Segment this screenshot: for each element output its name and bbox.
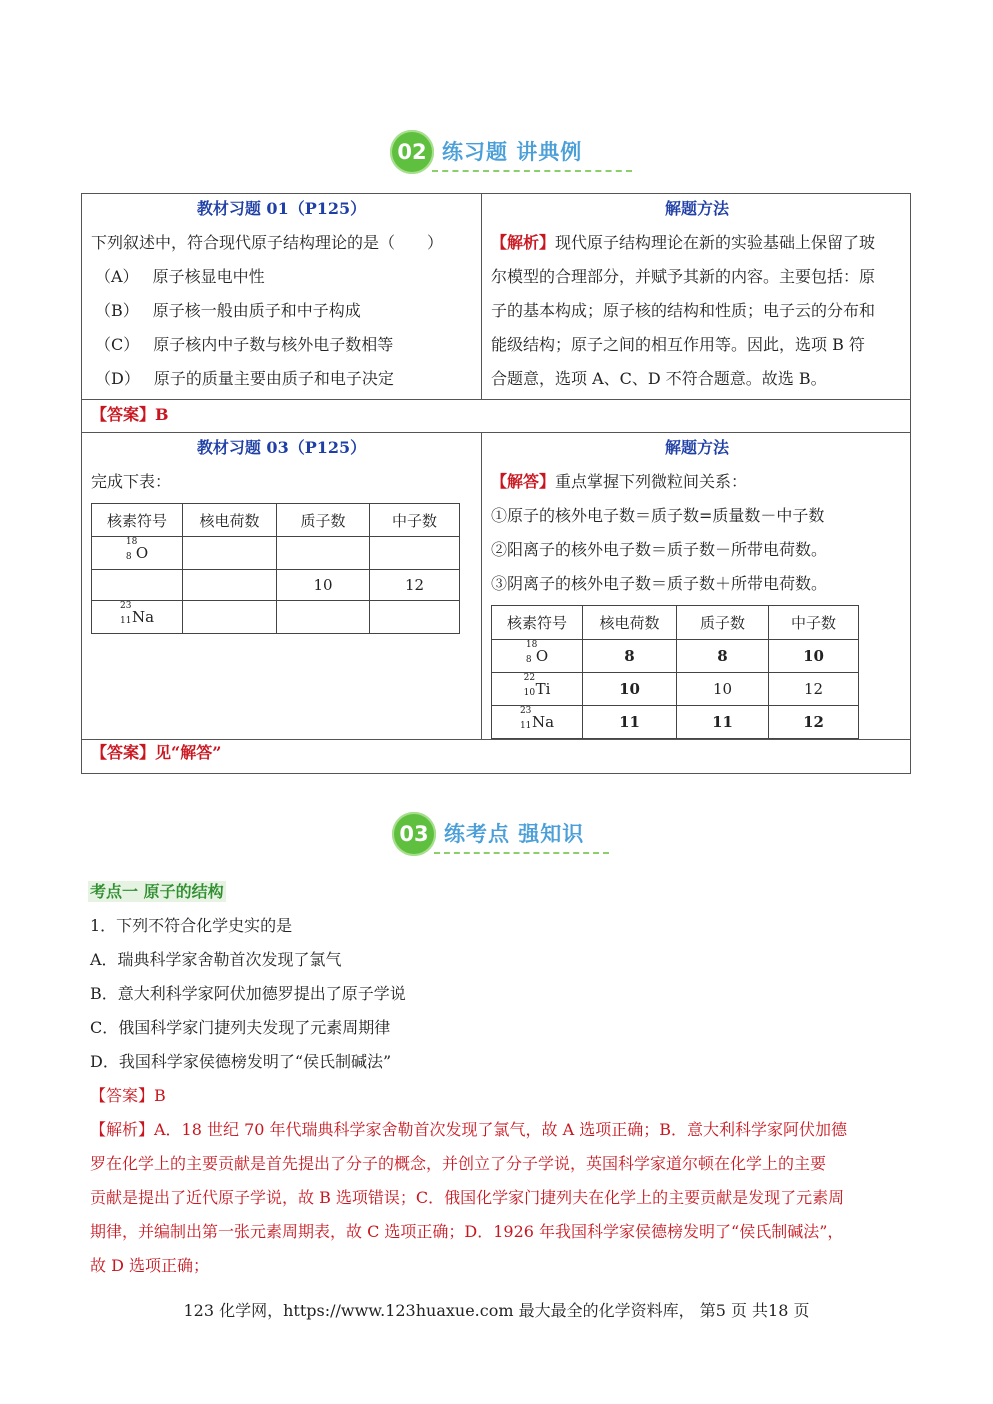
- section-title: 练考点 强知识: [444, 822, 585, 846]
- option-b: （B） 原子核一般由质子和中子构成: [95, 301, 361, 320]
- exercise-01-header: 教材习题 01（P125）: [196, 199, 367, 218]
- exercise-03-header: 教材习题 03（P125）: [196, 438, 367, 457]
- answer: 【答案】B: [91, 405, 169, 424]
- section-number-badge: 02: [390, 130, 434, 174]
- table-cell[interactable]: [277, 601, 370, 634]
- table-cell: 11: [583, 706, 677, 739]
- header-cell: 中子数: [370, 504, 460, 537]
- relation-1: ①原子的核外电子数＝质子数=质量数－中子数: [491, 506, 825, 525]
- header-cell: 核素符号: [92, 504, 183, 537]
- relation-2: ②阳离子的核外电子数＝质子数－所带电荷数。: [491, 540, 828, 559]
- table-cell: 8: [677, 640, 769, 673]
- option-a: （A） 原子核显电中性: [95, 267, 265, 286]
- table-cell: 12: [769, 673, 859, 706]
- table-cell: 8: [583, 640, 677, 673]
- nuclide-cell: [492, 640, 583, 673]
- table-cell[interactable]: [370, 537, 460, 570]
- nuclide-cell: [92, 537, 183, 570]
- nuclide-symbol: 18 8 O: [125, 537, 149, 562]
- header-cell: 核电荷数: [183, 504, 277, 537]
- table-cell: 10: [769, 640, 859, 673]
- answer-table: [491, 605, 859, 739]
- column-divider: [481, 433, 482, 739]
- nuclide-symbol: 23 11 Na: [519, 706, 555, 731]
- row-divider: [82, 399, 910, 400]
- nuclide-cell: [92, 601, 183, 634]
- nuclide-symbol: 18 8 O: [525, 640, 549, 665]
- table-cell: 10: [583, 673, 677, 706]
- method-header: 解题方法: [664, 199, 729, 218]
- section-header-03: [0, 812, 993, 862]
- analysis-line-1: 【解析】现代原子结构理论在新的实验基础上保留了玻: [491, 233, 876, 252]
- table-cell: 12: [769, 706, 859, 739]
- header-cell: 中子数: [769, 606, 859, 640]
- option-a: A．瑞典科学家舍勒首次发现了氯气: [90, 950, 342, 969]
- table-cell: 11: [677, 706, 769, 739]
- section-underline: [434, 852, 609, 854]
- nuclide-cell: [492, 706, 583, 739]
- option-b: B．意大利科学家阿伏加德罗提出了原子学说: [90, 984, 406, 1003]
- table-cell[interactable]: [183, 601, 277, 634]
- nuclide-cell: [492, 673, 583, 706]
- section-underline: [432, 170, 632, 172]
- topic-heading: 考点一 原子的结构: [90, 882, 224, 901]
- nuclide-symbol: 23 11 Na: [120, 601, 155, 626]
- table-prompt: 完成下表：: [91, 472, 172, 491]
- question-stem: 下列叙述中，符合现代原子结构理论的是（ ）: [91, 233, 444, 252]
- exercise-01-box: [81, 193, 911, 433]
- analysis-line-4: 能级结构；原子之间的相互作用等。因此，选项 B 符: [491, 335, 865, 354]
- question-stem: 1．下列不符合化学史实的是: [90, 916, 293, 935]
- table-cell: 10: [677, 673, 769, 706]
- answer: 【答案】见“解答”: [91, 743, 222, 762]
- page-footer: 123 化学网，https://www.123huaxue.com 最大最全的化学资料库， 第5 页 共18 页: [183, 1301, 810, 1320]
- analysis-line-4: 期律，并编制出第一张元素周期表，故 C 选项正确；D．1926 年我国科学家侯德榜发明了“侯氏制碱法”，: [90, 1222, 844, 1241]
- table-cell[interactable]: [183, 537, 277, 570]
- solve-intro: 【解答】重点掌握下列微粒间关系：: [491, 472, 748, 491]
- answer: 【答案】B: [90, 1086, 166, 1105]
- option-c: （C） 原子核内中子数与核外电子数相等: [95, 335, 394, 354]
- option-c: C．俄国科学家门捷列夫发现了元素周期律: [90, 1018, 391, 1037]
- table-cell[interactable]: [370, 601, 460, 634]
- exercise-03-box: [81, 432, 911, 774]
- analysis-line-5: 故 D 选项正确；: [90, 1256, 210, 1275]
- option-d: （D） 原子的质量主要由质子和电子决定: [95, 369, 394, 388]
- blank-table: [91, 503, 460, 634]
- section-number-badge: 03: [392, 812, 436, 856]
- section-title: 练习题 讲典例: [442, 140, 583, 164]
- table-cell: 10: [277, 570, 370, 601]
- relation-3: ③阴离子的核外电子数＝质子数＋所带电荷数。: [491, 574, 828, 593]
- table-cell: 12: [370, 570, 460, 601]
- table-cell[interactable]: [183, 570, 277, 601]
- analysis-line-1: 【解析】A．18 世纪 70 年代瑞典科学家舍勒首次发现了氯气，故 A 选项正确；B．意大利科学家阿伏加德: [90, 1120, 848, 1139]
- analysis-line-5: 合题意，选项 A、C、D 不符合题意。故选 B。: [491, 369, 827, 388]
- header-cell: 质子数: [277, 504, 370, 537]
- analysis-line-3: 贡献是提出了近代原子学说，故 B 选项错误；C．俄国化学家门捷列夫在化学上的主要贡献是发现了元素周: [90, 1188, 845, 1207]
- section-header-02: [0, 130, 993, 180]
- option-d: D．我国科学家侯德榜发明了“侯氏制碱法”: [90, 1052, 392, 1071]
- analysis-line-2: 罗在化学上的主要贡献是首先提出了分子的概念，并创立了分子学说，英国科学家道尔顿在化学上的主要: [90, 1154, 827, 1173]
- header-cell: 质子数: [677, 606, 769, 640]
- analysis-line-3: 子的基本构成；原子核的结构和性质；电子云的分布和: [491, 301, 876, 320]
- analysis-line-2: 尔模型的合理部分，并赋予其新的内容。主要包括：原: [491, 267, 876, 286]
- nuclide-symbol: 22 10 Ti: [523, 673, 551, 698]
- method-header: 解题方法: [664, 438, 729, 457]
- nuclide-cell[interactable]: [92, 570, 183, 601]
- table-cell[interactable]: [277, 537, 370, 570]
- column-divider: [481, 194, 482, 399]
- header-cell: 核电荷数: [583, 606, 677, 640]
- header-cell: 核素符号: [492, 606, 583, 640]
